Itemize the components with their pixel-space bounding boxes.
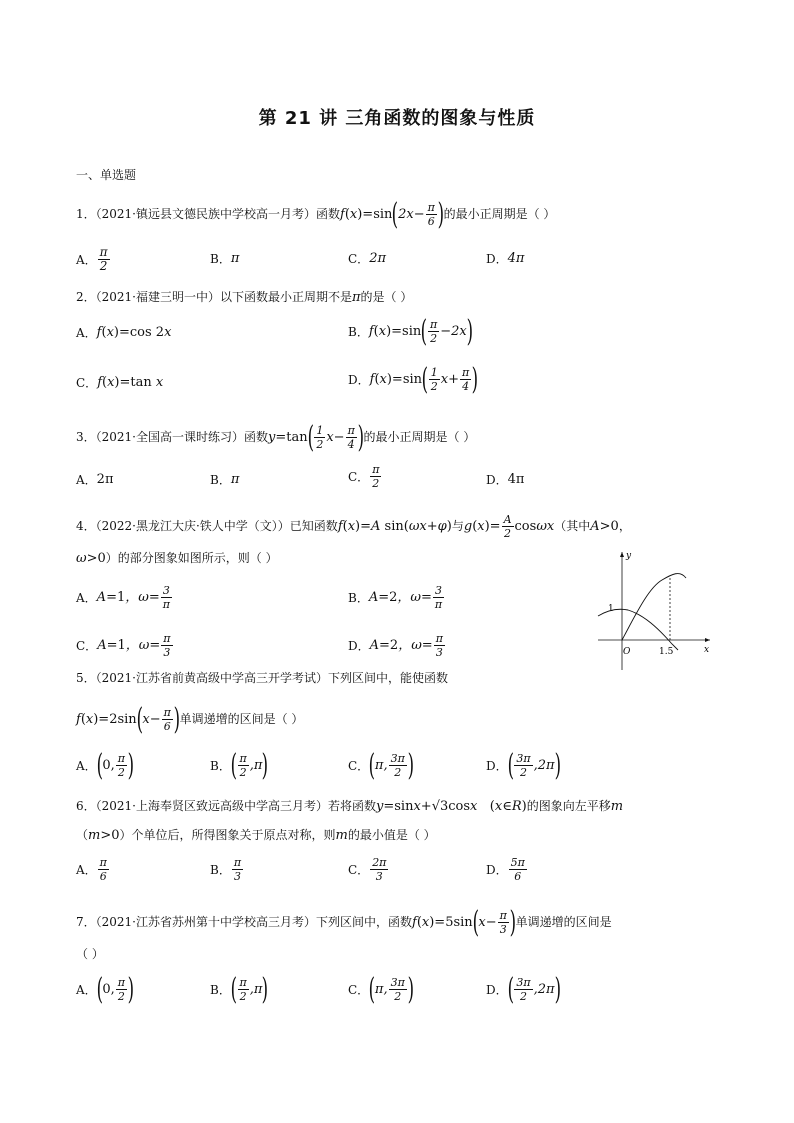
- q1-option-d[interactable]: D． 4π: [486, 251, 525, 266]
- q2-option-a[interactable]: A． f(x)=cos 2x: [76, 325, 172, 340]
- question-6: 6．（2021·上海奉贤区致远高级中学高三月考）若将函数y=sinx+√3cosx (x∈R)的图象向左平移m: [76, 799, 624, 814]
- q4-option-a[interactable]: A． A=1，ω= $\frac{3}{\pi}$: [76, 584, 170, 611]
- q1-option-b[interactable]: B． π: [210, 251, 240, 266]
- q7-option-d[interactable]: D． ( $\frac{3\pi}{2}$ ,2π): [486, 971, 561, 1007]
- question-4: 4．（2022·黑龙江大庆·铁人中学（文））已知函数f(x)=A sin(ωx+φ)与g(x)= $\frac{A}{2}$ cosωx（其中A>0，: [76, 513, 631, 540]
- cosine-curve: [598, 609, 678, 650]
- q6-option-a[interactable]: A． $\frac{\pi}{6}$: [76, 856, 107, 883]
- y-tick-label: 1: [608, 604, 614, 614]
- x-axis-label: x: [704, 645, 710, 655]
- q1-option-a[interactable]: A． $\frac{\pi}{2}$: [76, 245, 108, 273]
- q5-option-b[interactable]: B． ( $\frac{\pi}{2}$ ,π): [210, 747, 269, 783]
- q4-option-d[interactable]: D． A=2，ω= $\frac{\pi}{3}$: [348, 632, 443, 659]
- question-6-line-2: （m>0）个单位后，所得图象关于原点对称，则m的最小值是（ ）: [76, 828, 436, 843]
- q3-option-d[interactable]: D． 4π: [486, 472, 525, 487]
- q7-option-b[interactable]: B． ( $\frac{\pi}{2}$ ,π): [210, 971, 269, 1007]
- question-2: 2．（2021·福建三明一中）以下函数最小正周期不是π的是（ ）: [76, 290, 413, 305]
- q6-option-c[interactable]: C． $\frac{2\pi}{3}$: [348, 856, 387, 883]
- x-tick-label: 1.5: [659, 647, 674, 657]
- q6-option-d[interactable]: D． $\frac{5\pi}{6}$: [486, 856, 525, 883]
- question-4-line-2: ω>0）的部分图象如图所示，则（ ）: [76, 551, 278, 566]
- y-axis-label: y: [626, 551, 632, 561]
- q3-option-b[interactable]: B． π: [210, 472, 240, 487]
- q2-option-b[interactable]: B． f(x)=sin( $\frac{\pi}{2}$ −2x): [348, 313, 473, 349]
- q5-option-c[interactable]: C． (π, $\frac{3\pi}{2}$ ): [348, 747, 414, 783]
- q5-option-a[interactable]: A． (0, $\frac{\pi}{2}$ ): [76, 747, 135, 783]
- question-1: 1．（2021·镇远县文德民族中学校高一月考）函数f(x)=sin(2x− $\frac{\pi}{6}$ )的最小正周期是（ ）: [76, 196, 556, 232]
- question-7: 7．（2021·江苏省苏州第十中学校高三月考）下列区间中，函数f(x)=5sin(x− $\frac{\pi}{3}$ )单调递增的区间是: [76, 904, 612, 940]
- q3-option-a[interactable]: A． 2π: [76, 472, 114, 487]
- question-5: 5．（2021·江苏省前黄高级中学高三开学考试）下列区间中，能使函数: [76, 671, 448, 685]
- origin-label: O: [623, 647, 631, 657]
- q5-option-d[interactable]: D． ( $\frac{3\pi}{2}$ ,2π): [486, 747, 561, 783]
- section-heading: 一、单选题: [76, 168, 137, 182]
- q4-option-c[interactable]: C． A=1，ω= $\frac{\pi}{3}$: [76, 632, 171, 659]
- y-axis-arrow: [620, 552, 624, 557]
- question-5-line-2: f(x)=2sin(x− $\frac{\pi}{6}$ )单调递增的区间是（ ）: [76, 701, 304, 737]
- q7-option-c[interactable]: C． (π, $\frac{3\pi}{2}$ ): [348, 971, 414, 1007]
- x-axis-arrow: [705, 638, 710, 642]
- q2-option-c[interactable]: C． f(x)=tan x: [76, 375, 164, 390]
- q4-option-b[interactable]: B． A=2，ω= $\frac{3}{\pi}$: [348, 584, 443, 611]
- q7-option-a[interactable]: A． (0, $\frac{\pi}{2}$ ): [76, 971, 135, 1007]
- q3-option-c[interactable]: C． $\frac{\pi}{2}$: [348, 463, 380, 490]
- q6-option-b[interactable]: B． $\frac{\pi}{3}$: [210, 856, 242, 883]
- function-graph: [592, 548, 714, 672]
- q2-option-d[interactable]: D． f(x)=sin( $\frac{1}{2}$ x+ $\frac{\pi}{4}$ ): [348, 361, 479, 397]
- q1-option-c[interactable]: C． 2π: [348, 251, 387, 266]
- question-3: 3．（2021·全国高一课时练习）函数y=tan( $\frac{1}{2}$ x− $\frac{\pi}{4}$ )的最小正周期是（ ）: [76, 419, 476, 455]
- page-title: 第 21 讲 三角函数的图象与性质: [258, 108, 536, 129]
- sine-curve: [622, 574, 686, 640]
- question-7-line-2: （ ）: [76, 947, 104, 961]
